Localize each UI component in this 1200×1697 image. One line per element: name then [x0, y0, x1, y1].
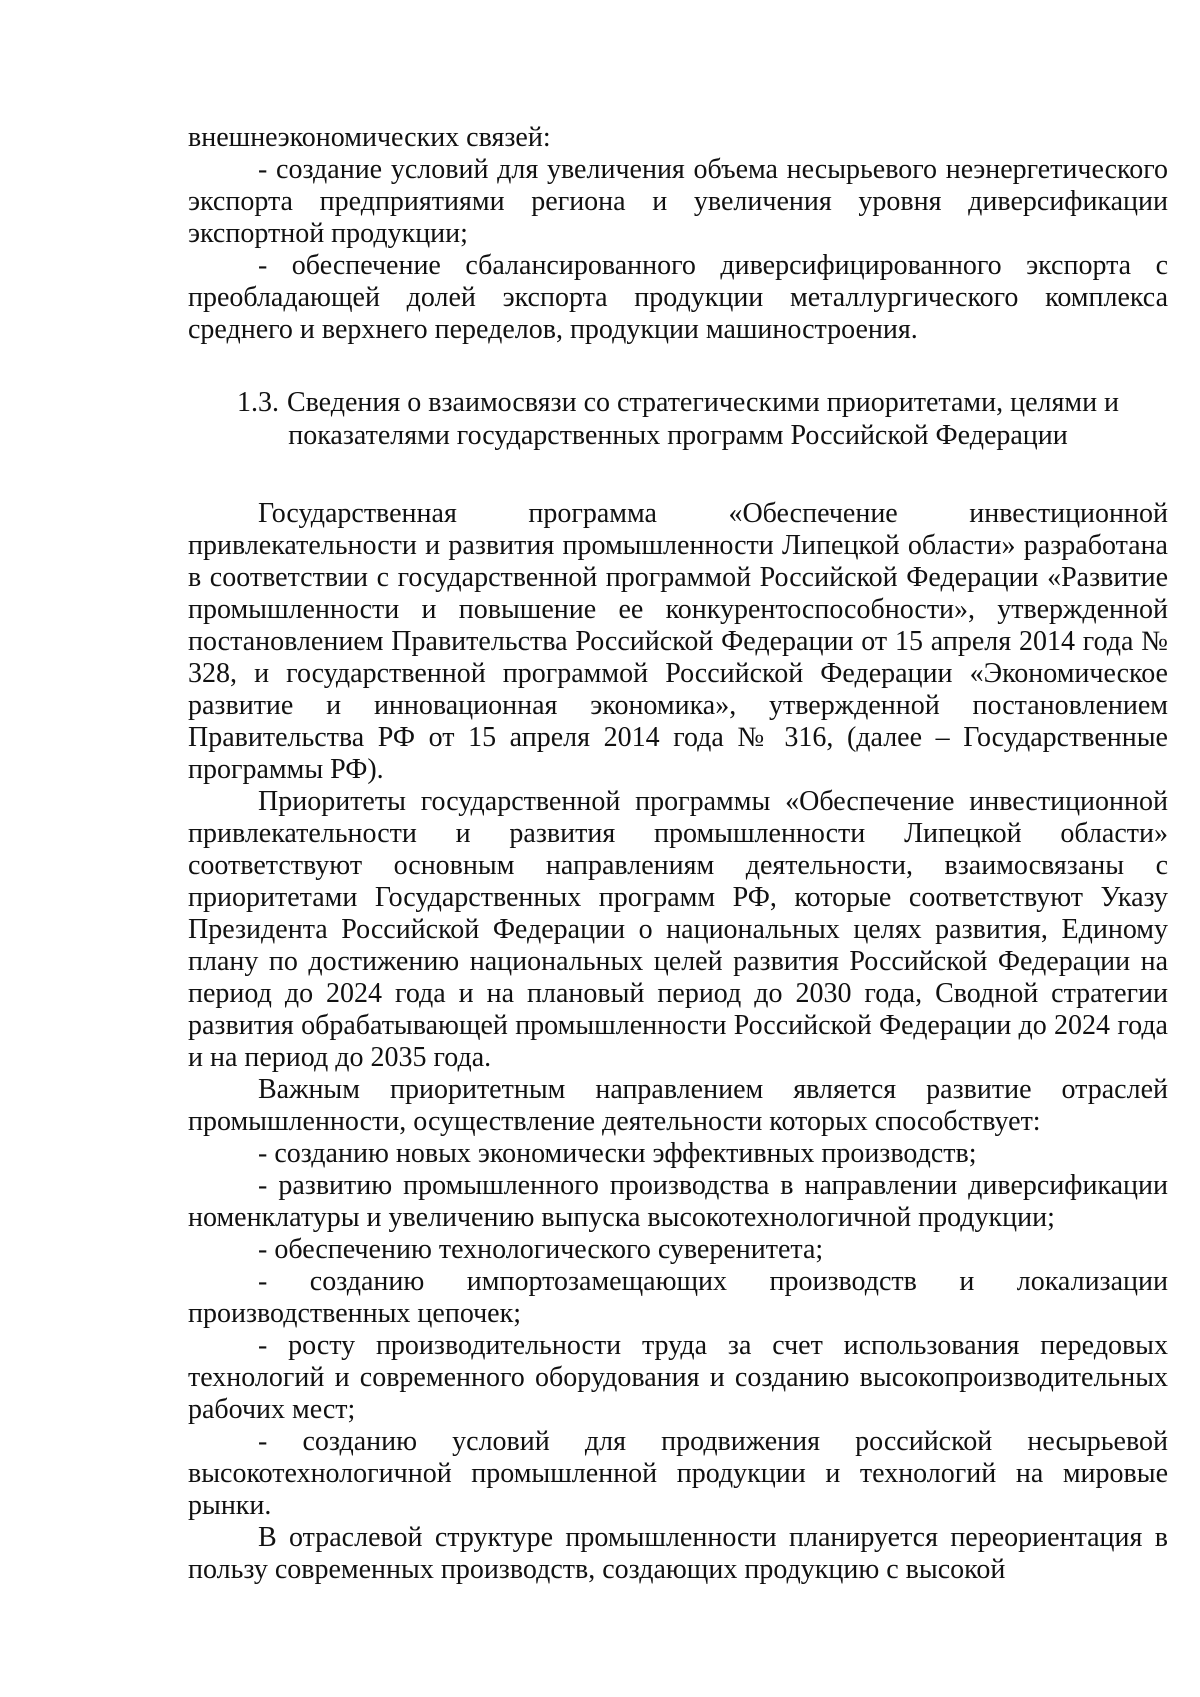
list-item: - обеспечение сбалансированного диверсифицированного экспорта с преобладающей долей экспорта продукции металлургического комплекса среднего и верхнего переделов, продукции машиностроения. — [188, 250, 1168, 345]
paragraph-restructuring: В отраслевой структуре промышленности планируется переориентация в пользу современных производств, создающих продукцию с высокой — [188, 1522, 1168, 1585]
list-item: - создание условий для увеличения объема несырьевого неэнергетического экспорта предприятиями региона и увеличения уровня диверсификации экспортной продукции; — [188, 154, 1168, 249]
section-heading — [188, 386, 1168, 452]
section-title-line-1: Сведения о взаимосвязи со стратегическими приоритетами, целями и — [286, 387, 1120, 418]
section-title-line-2: показателями государственных программ Российской Федерации — [288, 420, 1068, 451]
list-item: - развитию промышленного производства в направлении диверсификации номенклатуры и увеличению выпуска высокотехнологичной продукции; — [188, 1170, 1168, 1233]
continuation-line: внешнеэкономических связей: — [188, 122, 551, 153]
list-item: - созданию новых экономически эффективных производств; — [258, 1138, 977, 1169]
paragraph-program-basis: Государственная программа «Обеспечение инвестиционной привлекательности и развития промышленности Липецкой области» разработана в соответствии с государственной программой Российской Федерации «Развитие промышленности и повышение ее конкурентоспособности», утвержденной постановлением Правительства Российской Федерации от 15 апреля 2014 года № 328, и государственной программой Российской Федерации «Экономическое развитие и инновационная экономика», утвержденной постановлением Правительства РФ от 15 апреля 2014 года № 316, (далее – Государственные программы РФ). — [188, 498, 1168, 785]
list-item: - созданию условий для продвижения российской несырьевой высокотехнологичной промышленной продукции и технологий на мировые рынки. — [188, 1426, 1168, 1521]
paragraph-priorities: Приоритеты государственной программы «Обеспечение инвестиционной привлекательности и развития промышленности Липецкой области» соответствуют основным направлениям деятельности, взаимосвязаны с приоритетами Государственных программ РФ, которые соответствуют Указу Президента Российской Федерации о национальных целях развития, Единому плану по достижению национальных целей развития Российской Федерации на период до 2024 года и на плановый период до 2030 года, Сводной стратегии развития обрабатывающей промышленности Российской Федерации до 2024 года и на период до 2035 года. — [188, 786, 1168, 1073]
paragraph-priority-direction: Важным приоритетным направлением является развитие отраслей промышленности, осуществление деятельности которых способствует: — [188, 1074, 1168, 1137]
section-heading-line-1 — [188, 386, 1168, 419]
list-item: - созданию импортозамещающих производств и локализации производственных цепочек; — [188, 1266, 1168, 1329]
section-number: 1.3. — [236, 387, 279, 418]
list-item: - росту производительности труда за счет использования передовых технологий и современного оборудования и созданию высокопроизводительных рабочих мест; — [188, 1330, 1168, 1425]
list-item: - обеспечению технологического суверенитета; — [258, 1234, 824, 1265]
document-body — [188, 122, 1168, 1586]
